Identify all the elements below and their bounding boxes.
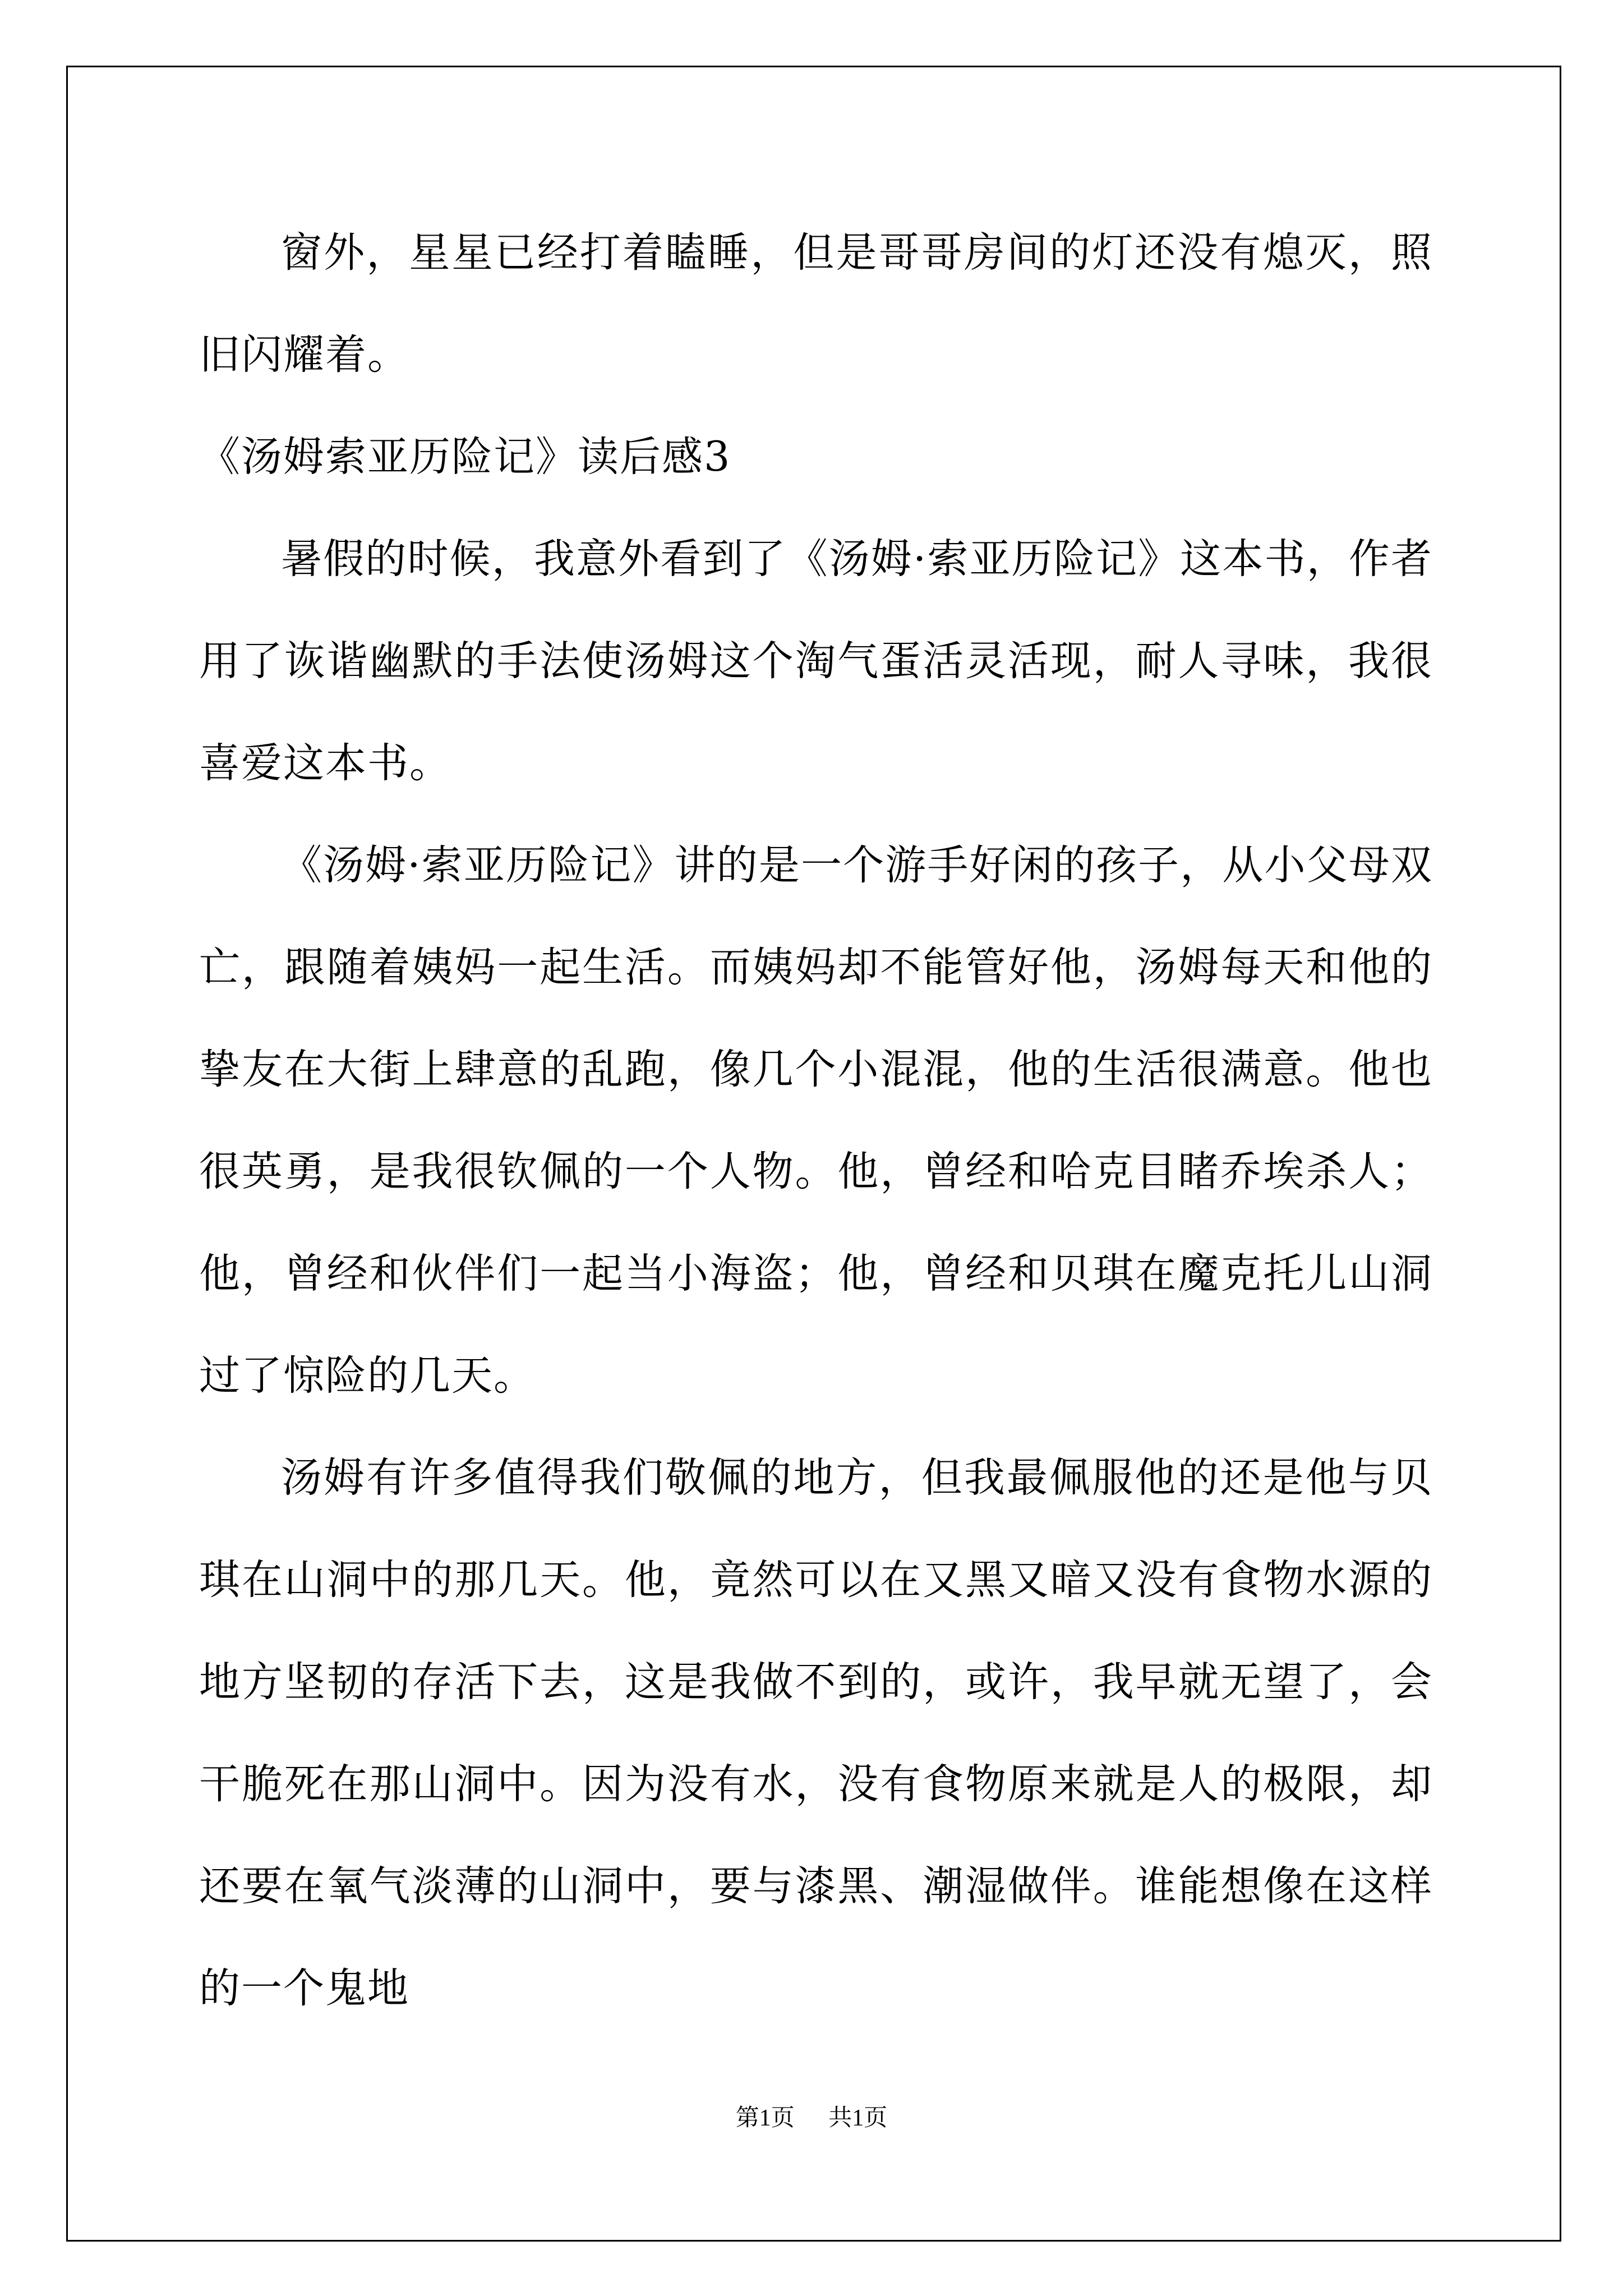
page-number: 第1页 xyxy=(735,2105,795,2131)
paragraph: 暑假的时候，我意外看到了《汤姆·索亚历险记》这本书，作者用了诙谐幽默的手法使汤姆这个淘气蛋活灵活现，耐人寻味，我很喜爱这本书。 xyxy=(199,535,1433,787)
paragraph: 窗外，星星已经打着瞌睡，但是哥哥房间的灯还没有熄灭，照旧闪耀着。 xyxy=(199,229,1433,379)
paragraph: 《汤姆·索亚历险记》讲的是一个游手好闲的孩子，从小父母双亡，跟随着姨妈一起生活。而姨妈却不能管好他，汤姆每天和他的挚友在大街上肆意的乱跑，像几个小混混，他的生活很满意。他也很英勇，是我很钦佩的一个人物。他，曾经和哈克目睹乔埃杀人；他，曾经和伙伴们一起当小海盗；他，曾经和贝琪在魔克托儿山洞过了惊险的几天。 xyxy=(199,841,1433,1400)
page-total: 共1页 xyxy=(828,2105,888,2131)
page-footer xyxy=(0,2101,1623,2135)
section-heading: 《汤姆索亚历险记》读后感3 xyxy=(199,433,731,481)
document-body xyxy=(199,202,1433,2040)
paragraph: 汤姆有许多值得我们敬佩的地方，但我最佩服他的还是他与贝琪在山洞中的那几天。他，竟然可以在又黑又暗又没有食物水源的地方坚韧的存活下去，这是我做不到的，或许，我早就无望了，会干脆死在那山洞中。因为没有水，没有食物原来就是人的极限，却还要在氧气淡薄的山洞中，要与漆黑、潮湿做伴。谁能想像在这样的一个鬼地 xyxy=(199,1454,1433,2012)
